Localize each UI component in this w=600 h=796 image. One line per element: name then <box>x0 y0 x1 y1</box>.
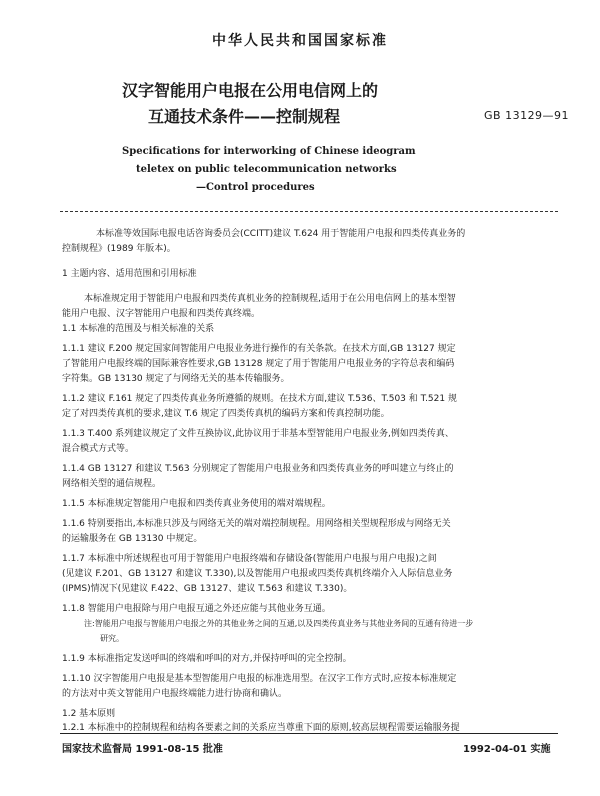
english-title-line-1: Specifications for interworking of Chinese ideogram <box>122 146 416 157</box>
body-line: 1.1.8 智能用户电报除与用户电报互通之外还应能与其他业务互通。 <box>62 604 331 614</box>
body-line: 1.1.4 GB 13127 和建议 T.563 分别规定了智能用户电报业务和四类传真业务的呼叫建立与终止的 <box>62 464 454 474</box>
body-line: 1.1.2 建议 F.161 规定了四类传真业务所遵循的规则。在技术方面,建议 T.536、T.503 和 T.521 规 <box>62 394 457 404</box>
note-line: 注:智能用户电报与智能用户电报之外的其他业务之间的互通,以及四类传真业务与其他业务间的互通有待进一步 <box>84 619 474 628</box>
body-line: 本标准规定用于智能用户电报和四类传真机业务的控制规程,适用于在公用电信网上的基本型智 <box>84 294 456 304</box>
body-line: 1.1.9 本标准指定发送呼叫的终端和呼叫的对方,并保持呼叫的完全控制。 <box>62 654 352 664</box>
body-line: 定了对四类传真机的要求,建议 T.6 规定了四类传真机的编码方案和传真控制功能。 <box>62 409 390 419</box>
body-line: 1.1 本标准的范围及与相关标准的关系 <box>62 324 215 334</box>
approval-info: 国家技术监督局 1991-08-15 批准 <box>62 744 223 755</box>
body-line: 1.2 基本原则 <box>62 709 116 719</box>
body-line: (见建议 F.201、GB 13127 和建议 T.330),以及智能用户电报或四类传真机终端介入人际信息业务 <box>62 569 453 579</box>
note-line: 研究。 <box>100 634 124 643</box>
body-line: 的运输服务在 GB 13130 中规定。 <box>62 534 203 544</box>
body-line: 1 主题内容、适用范围和引用标准 <box>62 269 197 279</box>
body-line: 了智能用户电报终端的国际兼容性要求,GB 13128 规定了用于智能用户电报业务的字符总表和编码 <box>62 359 455 369</box>
body-line: 1.1.7 本标准中所述规程也可用于智能用户电报终端和存储设备(智能用户电报与用户电报)之间 <box>62 554 437 564</box>
body-line: 混合模式方式等。 <box>62 444 135 454</box>
body-line: 的方法对中英文智能用户电报终端能力进行协商和确认。 <box>62 689 288 699</box>
body-line: 能用户电报、汉字智能用户电报和四类传真终端。 <box>62 309 261 319</box>
body-line: (IPMS)情况下(见建议 F.422、GB 13127、建议 T.563 和建议 T.330)。 <box>62 584 353 594</box>
body-line: 网络相关型的通信规程。 <box>62 479 162 489</box>
standard-header: 中华人民共和国国家标准 <box>212 33 388 49</box>
body-line: 1.1.10 汉字智能用户电报是基本型智能用户电报的标准选用型。在汉字工作方式时,应按本标准规定 <box>62 674 457 684</box>
body-line: 1.1.1 建议 F.200 规定国家间智能用户电报业务进行操作的有关条款。在技术方面,GB 13127 规定 <box>62 344 456 354</box>
implementation-date: 1992-04-01 实施 <box>463 744 551 755</box>
body-line: 本标准等效国际电报电话咨询委员会(CCITT)建议 T.624 用于智能用户电报和四类传真业务的 <box>96 229 466 239</box>
chinese-title-line-1: 汉字智能用户电报在公用电信网上的 <box>122 81 379 100</box>
body-line: 1.1.5 本标准规定智能用户电报和四类传真业务使用的端对端规程。 <box>62 499 331 509</box>
body-line: 1.1.3 T.400 系列建议规定了文件互换协议,此协议用于非基本型智能用户电报业务,例如四类传真、 <box>62 429 454 439</box>
body-line: 1.1.6 特别要指出,本标准只涉及与网络无关的端对端控制规程。用网络相关型规程形成与网络无关 <box>62 519 451 529</box>
body-line: 1.2.1 本标准中的控制规程和结构各要素之间的关系应当尊重下面的原则,较高层规程需要运输服务提 <box>62 723 460 733</box>
body-line: 字符集。GB 13130 规定了与网络无关的基本传输服务。 <box>62 374 290 384</box>
body-line: 控制规程》(1989 年版本)。 <box>62 244 176 254</box>
chinese-title-line-2: 互通技术条件——控制规程 <box>148 107 341 126</box>
english-title-line-3: —Control procedures <box>196 182 315 193</box>
bottom-divider <box>60 733 558 734</box>
gb-standard-number: GB 13129—91 <box>484 109 570 122</box>
top-divider <box>60 211 558 212</box>
english-title-line-2: teletex on public telecommunication networks <box>136 164 397 175</box>
